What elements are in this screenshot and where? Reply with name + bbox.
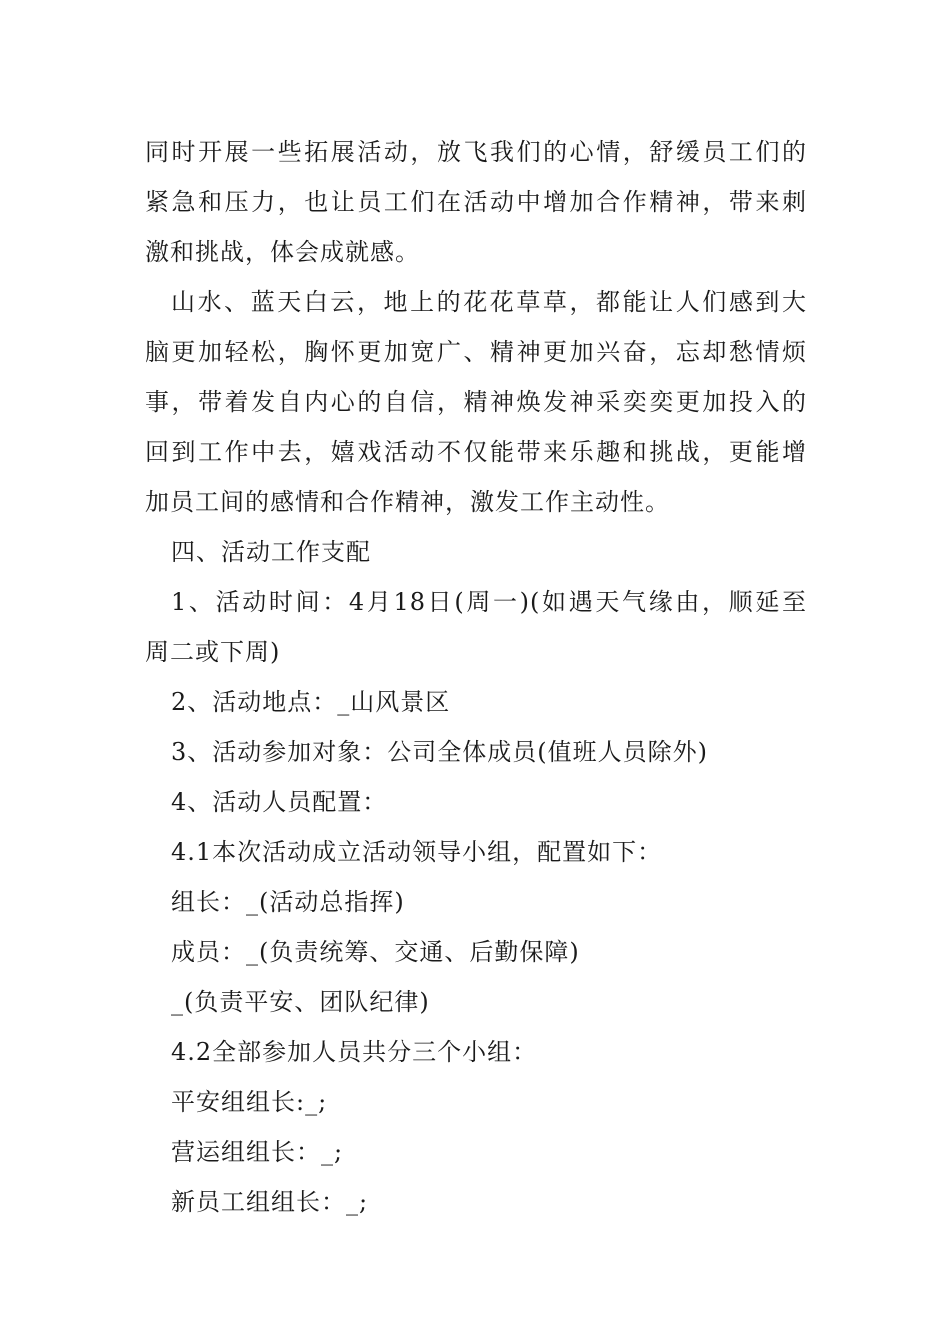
item-1-line-2: 周二或下周) xyxy=(145,638,281,666)
item-1-line-1: 1、活动时间：4月18日(周一)(如遇天气缘由，顺延至 xyxy=(171,588,807,616)
item-3: 3、活动参加对象：公司全体成员(值班人员除外) xyxy=(171,738,708,766)
leader-line: 组长：_(活动总指挥) xyxy=(171,888,405,916)
paragraph-2-line-3: 事，带着发自内心的自信，精神焕发神采奕奕更加投入的 xyxy=(145,388,807,416)
member-line-2: _(负责平安、团队纪律) xyxy=(171,988,430,1016)
member-line: 成员：_(负责统筹、交通、后勤保障) xyxy=(171,938,580,966)
group-new-staff-leader: 新员工组组长：_; xyxy=(171,1188,369,1216)
group-safety-leader: 平安组组长:_; xyxy=(171,1088,328,1116)
paragraph-2-line-2: 脑更加轻松，胸怀更加宽广、精神更加兴奋，忘却愁情烦 xyxy=(145,338,807,366)
paragraph-1-line-2: 紧急和压力，也让员工们在活动中增加合作精神，带来刺 xyxy=(145,188,807,216)
paragraph-1-line-3: 激和挑战，体会成就感。 xyxy=(145,238,420,266)
paragraph-1-line-1: 同时开展一些拓展活动，放飞我们的心情，舒缓员工们的 xyxy=(145,138,807,166)
section-heading: 四、活动工作支配 xyxy=(171,538,371,566)
document-page xyxy=(145,127,807,1227)
paragraph-2-line-4: 回到工作中去，嬉戏活动不仅能带来乐趣和挑战，更能增 xyxy=(145,438,807,466)
item-4-2: 4.2全部参加人员共分三个小组： xyxy=(171,1038,538,1066)
group-operations-leader: 营运组组长：_; xyxy=(171,1138,344,1166)
item-4-1: 4.1本次活动成立活动领导小组，配置如下： xyxy=(171,838,663,866)
item-2: 2、活动地点：_山风景区 xyxy=(171,688,451,716)
item-4: 4、活动人员配置： xyxy=(171,788,388,816)
paragraph-2-line-1: 山水、蓝天白云，地上的花花草草，都能让人们感到大 xyxy=(171,288,807,316)
paragraph-2-line-5: 加员工间的感情和合作精神，激发工作主动性。 xyxy=(145,488,670,516)
